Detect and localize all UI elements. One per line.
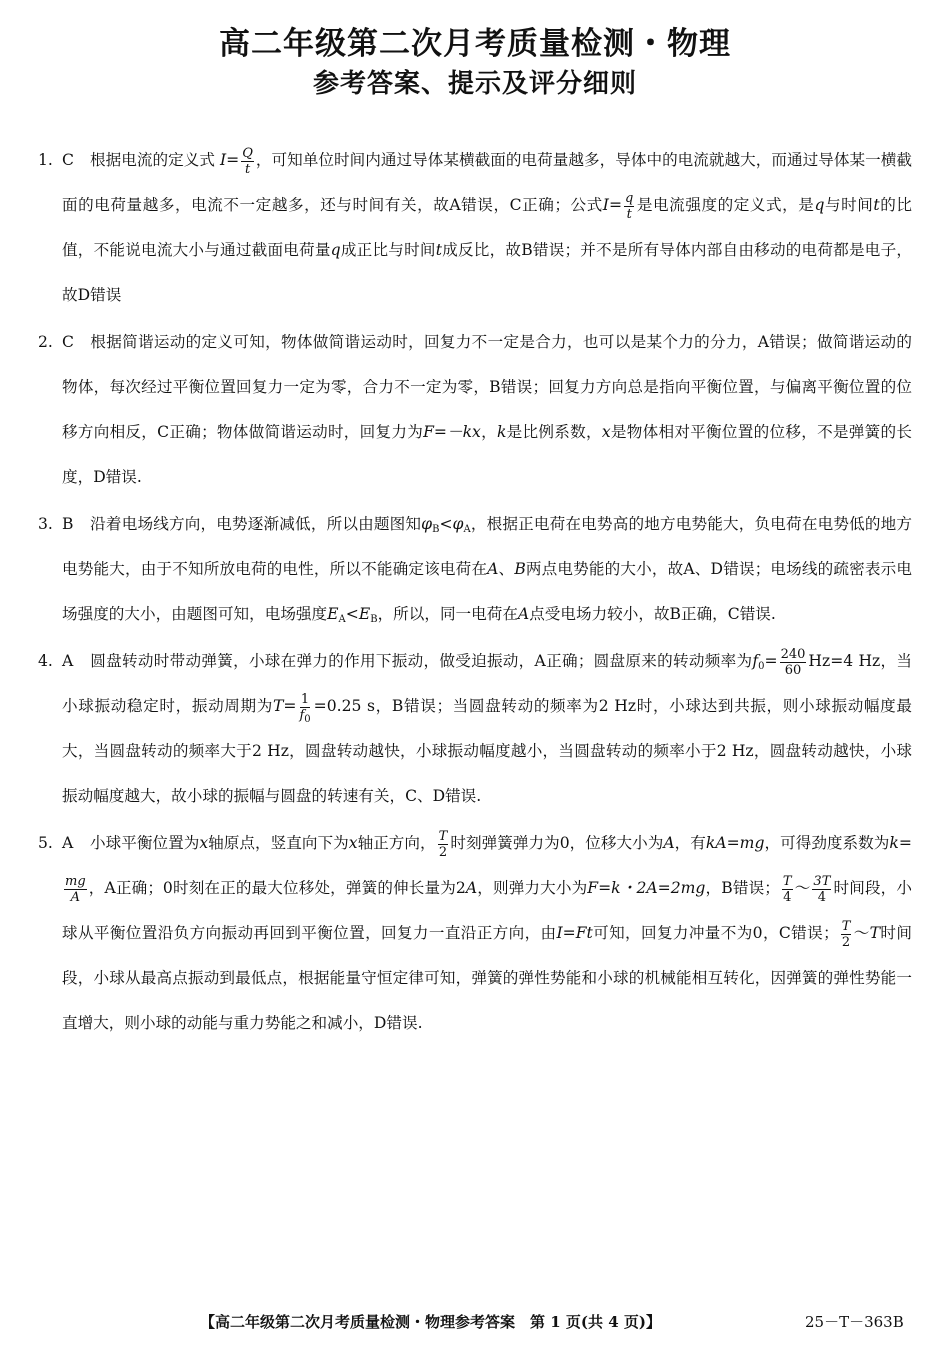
item-number: 5.	[38, 834, 53, 852]
math-sym: =	[283, 697, 297, 715]
footer-code: 25－T－363B	[805, 1313, 904, 1331]
math-subscript: B	[432, 524, 440, 535]
answer-item-1	[38, 138, 912, 318]
explanation-text: ，所以，同一电荷在	[377, 605, 518, 623]
math-var: k	[496, 423, 507, 441]
math-subscript: 0	[758, 661, 765, 672]
math-var: q	[330, 241, 341, 259]
math-sym: <	[345, 605, 359, 623]
math-var: A	[465, 879, 478, 897]
math-var: T	[272, 697, 284, 715]
item-number: 2.	[38, 333, 53, 351]
explanation-text: 轴原点，竖直向下为	[208, 834, 349, 852]
item-answer: B	[62, 515, 74, 533]
item-answer: C	[62, 333, 74, 351]
explanation-text: ，则弹力大小为	[477, 879, 588, 897]
answer-item-2	[38, 320, 912, 500]
fraction-denominator: t	[244, 161, 251, 177]
page-footer	[0, 1311, 950, 1335]
answer-item-3	[38, 502, 912, 637]
explanation-text: 点受电场力较小，故B正确，C错误.	[529, 605, 776, 623]
math-var: t	[435, 241, 442, 259]
explanation-text: 圆盘转动时带动弹簧，小球在弹力的作用下振动，做受迫振动，A正确；圆盘原来的转动频率为	[90, 652, 753, 670]
fraction-numerator: 240	[780, 646, 806, 662]
explanation-text: 时刻弹簧弹力为0，位移大小为	[450, 834, 664, 852]
math-var: t	[873, 196, 880, 214]
explanation-text: ，可得劲度系数为	[764, 834, 890, 852]
explanation-text: 成反比，故B错误；并不是所有导体内部自由移动的电荷都是电子，故D错误	[62, 241, 912, 304]
fraction-numerator: Q	[242, 145, 253, 161]
math-sym: =	[764, 652, 778, 670]
explanation-text: 沿着电场线方向，电势逐渐减低，所以由题图知	[90, 515, 422, 533]
fraction-denominator: 2	[841, 934, 851, 950]
fraction	[624, 191, 634, 222]
math-expression: F=k・2A=2mg	[587, 879, 706, 897]
fraction	[841, 919, 852, 950]
fraction-denominator: 2	[438, 844, 448, 860]
math-var: φ	[452, 515, 464, 533]
math-var: φ	[421, 515, 433, 533]
item-answer: A	[62, 834, 74, 852]
explanation-text: 是比例系数，	[506, 423, 602, 441]
math-var: A	[487, 560, 499, 578]
page-subtitle: 参考答案、提示及评分细则	[312, 69, 637, 99]
fraction	[241, 146, 254, 177]
page-title: 高二年级第二次月考质量检测・物理	[219, 26, 731, 62]
fraction	[782, 874, 793, 905]
explanation-text: Hz=4 Hz，当小球振动稳定时，振动周期为	[62, 652, 913, 715]
math-subscript: B	[370, 614, 378, 625]
math-var: x	[348, 834, 358, 852]
item-number: 3.	[38, 515, 53, 533]
fraction-denominator: A	[70, 889, 81, 905]
explanation-text: ，有	[674, 834, 706, 852]
explanation-text: ，根据正电荷在电势高的地方电势能大，负电荷在电势低的地方电势能大，由于不知所放电荷的电性，所以不能确定该电荷在	[62, 515, 912, 578]
math-var: E	[358, 605, 371, 623]
math-sym: <	[439, 515, 453, 533]
math-expression: I=Ft	[556, 924, 593, 942]
math-sym: =	[898, 834, 912, 852]
explanation-text: 两点电势能的大小，故A、D错误；电场线的疏密表示电场强度的大小，由题图可知，电场强度	[62, 560, 912, 623]
fraction-numerator: T	[438, 828, 448, 844]
math-var: I	[219, 151, 227, 169]
fraction	[64, 874, 87, 905]
math-var: f	[299, 707, 305, 723]
math-sym: =	[608, 196, 623, 214]
fraction	[812, 874, 831, 905]
fraction	[298, 692, 311, 723]
math-var: x	[199, 834, 209, 852]
fraction-numerator: q	[625, 190, 634, 206]
math-var: q	[814, 196, 825, 214]
fraction-denominator: t	[626, 206, 632, 222]
fraction	[438, 829, 449, 860]
answer-item-5	[38, 821, 912, 1046]
math-sym: ～	[794, 879, 811, 897]
math-subscript: 0	[304, 713, 311, 725]
explanation-text: ，A正确；0时刻在正的最大位移处，弹簧的伸长量为2	[88, 879, 466, 897]
explanation-text: ，可知单位时间内通过导体某横截面的电荷量越多，导体中的电流就越大，而通过导体某一横截面的电荷量越多，电流不一定越多，还与时间有关，故A错误，C正确；公式	[62, 151, 912, 214]
item-number: 1.	[38, 151, 53, 169]
math-subscript: A	[463, 524, 471, 535]
answer-item-4	[38, 639, 912, 819]
math-sym: ～	[853, 924, 870, 942]
explanation-text: ，B错误；	[705, 879, 780, 897]
math-subscript: A	[338, 614, 346, 625]
explanation-text: 时间段，小球从平衡位置沿负方向振动再回到平衡位置，回复力一直沿正方向，由	[62, 879, 912, 942]
math-sym: 、	[498, 560, 515, 578]
fraction	[780, 647, 807, 678]
math-var: A	[663, 834, 675, 852]
math-var: E	[327, 605, 339, 623]
math-sym: =	[226, 151, 240, 169]
fraction-numerator: 3T	[813, 873, 831, 889]
math-var: T	[869, 924, 881, 942]
fraction-denominator: 4	[783, 889, 792, 905]
answer-list	[38, 138, 912, 1046]
explanation-text: 小球平衡位置为	[90, 834, 200, 852]
fraction-denominator	[298, 708, 311, 723]
explanation-text: 成正比与时间	[340, 241, 436, 259]
footer-caption: 【高二年级第二次月考质量检测・物理参考答案 第 1 页(共 4 页)】	[200, 1313, 661, 1331]
explanation-text: 的比值，不能说电流大小与通过截面电荷量	[62, 196, 912, 259]
explanation-text: 与时间	[824, 196, 874, 214]
explanation-text: 根据简谐运动的定义可知，物体做简谐运动时，回复力不一定是合力，也可以是某个力的分力，A错误；做简谐运动的物体，每次经过平衡位置回复力一定为零，合力不一定为零，B错误；回复力方向总是指向平衡位置，与偏离平衡位置的位移方向相反，C正确；物体做简谐运动时，回复力为	[62, 333, 912, 441]
math-var: B	[514, 560, 526, 578]
fraction-numerator: T	[782, 873, 792, 889]
item-answer: C	[62, 151, 74, 169]
explanation-text: 可知，回复力冲量不为0，C错误；	[592, 924, 839, 942]
math-expression: F=－kx	[423, 423, 481, 441]
explanation-text: 轴正方向，	[357, 834, 436, 852]
math-var: x	[601, 423, 611, 441]
fraction-numerator: 1	[300, 691, 310, 707]
fraction-denominator: 4	[817, 889, 827, 905]
explanation-text: =0.25 s，B错误；当圆盘转动的频率为2 Hz时，小球达到共振，则小球振动幅度最大，当圆盘转动的频率大于2 Hz，圆盘转动越快，小球振动幅度越小，当圆盘转动的频率小于2 Hz，圆盘转动越快，小球振动幅度越大，故小球的振幅与圆盘的转速有关，C、D错误.	[62, 697, 912, 805]
math-var: A	[517, 605, 530, 623]
math-var: k	[889, 834, 899, 852]
math-var: I	[602, 196, 609, 214]
explanation-text: ，	[480, 423, 497, 441]
fraction-numerator: T	[841, 918, 851, 934]
explanation-text: 是电流强度的定义式，是	[636, 196, 815, 214]
explanation-text: 时间段，小球从最高点振动到最低点，根据能量守恒定律可知，弹簧的弹性势能和小球的机械能相互转化，因弹簧的弹性势能一直增大，则小球的动能与重力势能之和减小，D错误.	[62, 924, 912, 1032]
math-expression: kA=mg	[705, 834, 765, 852]
explanation-text: 根据电流的定义式	[90, 151, 215, 169]
math-var: f	[752, 652, 759, 670]
explanation-text: 是物体相对平衡位置的位移，不是弹簧的长度，D错误.	[62, 423, 912, 486]
item-answer: A	[62, 652, 74, 670]
fraction-denominator: 60	[784, 662, 802, 678]
item-number: 4.	[38, 652, 53, 670]
fraction-numerator: mg	[65, 873, 86, 889]
